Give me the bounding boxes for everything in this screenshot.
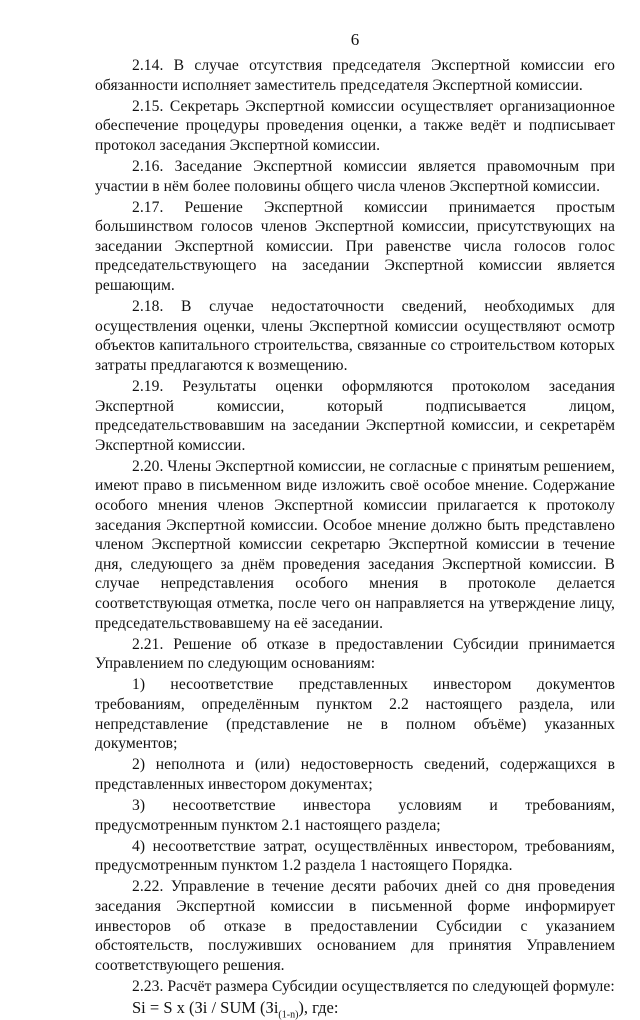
subsidy-formula	[95, 998, 615, 1018]
paragraph-2-14: 2.14. В случае отсутствия председателя Экспертной комиссии его обязанности исполняет заместитель председателя Экспертной комиссии.	[95, 57, 615, 94]
list-item-4: 4) несоответствие затрат, осуществлённых инвестором, требованиям, предусмотренным пунктом 1.2 раздела 1 настоящего Порядка.	[95, 837, 615, 875]
list-item-3: 3) несоответствие инвестора условиям и требованиям, предусмотренным пунктом 2.1 настоящего раздела;	[95, 796, 615, 834]
paragraph-2-23: 2.23. Расчёт размера Субсидии осуществляется по следующей формуле:	[132, 977, 615, 995]
paragraph-2-15: 2.15. Секретарь Экспертной комиссии осуществляет организационное обеспечение процедуры проведения оценки, а также ведёт и подписывает протокол заседания Экспертной комиссии.	[95, 97, 615, 154]
list-item-2: 2) неполнота и (или) недостоверность сведений, содержащихся в представленных инвестором документах;	[95, 756, 615, 793]
paragraph-2-19: 2.19. Результаты оценки оформляются протоколом заседания Экспертной комиссии, который подписывается лицом, председательствовавшим на заседании Экспертной комиссии, и секретарём Экспертной комиссии.	[95, 378, 615, 454]
formula-subscript: (1-n)	[278, 1009, 299, 1020]
paragraph-2-21: 2.21. Решение об отказе в предоставлении Субсидии принимается Управлением по следующим основаниям:	[95, 635, 615, 673]
paragraph-2-18: 2.18. В случае недостаточности сведений, необходимых для осуществления оценки, члены Экспертной комиссии осуществляют осмотр объектов капитального строительства, связанные со строительством которых затраты предлагаются к возмещению.	[95, 298, 615, 374]
paragraph-2-20: 2.20. Члены Экспертной комиссии, не согласные с принятым решением, имеют право в письменном виде изложить своё особое мнение. Содержание особого мнения членов Экспертной комиссии прилагается к протоколу заседания Экспертной комиссии. Особое мнение должно быть представлено членом Экспертной комиссии секретарю Экспертной комиссии в течение дня, следующего за днём проведения заседания Экспертной комиссии. В случае непредставления особого мнения в протоколе делается соответствующая отметка, после чего он направляется на утверждение лицу, председательствовавшему на её заседании.	[95, 457, 615, 632]
list-item-1: 1) несоответствие представленных инвестором документов требованиям, определённым пунктом 2.2 настоящего раздела, или непредставление (представление не в полном объёме) указанных документов;	[95, 676, 615, 753]
formula-tail: ), где:	[298, 997, 339, 1017]
formula-main: Si = S x (Зi / SUM (Зi	[132, 997, 279, 1017]
paragraph-2-16: 2.16. Заседание Экспертной комиссии является правомочным при участии в нём более половины общего числа членов Экспертной комиссии.	[95, 157, 615, 195]
page-number: 6	[350, 30, 360, 49]
paragraph-2-17: 2.17. Решение Экспертной комиссии принимается простым большинством голосов членов Экспертной комиссии, присутствующих на заседании Экспертной комиссии. При равенстве числа голосов голос председательствующего на заседании Экспертной комиссии является решающим.	[95, 198, 615, 295]
document-page	[95, 30, 615, 1018]
paragraph-2-22: 2.22. Управление в течение десяти рабочих дней со дня проведения заседания Экспертной комиссии в письменной форме информирует инвесторов об отказе в предоставлении Субсидии с указанием обстоятельств, послуживших основанием для принятия Управлением соответствующего решения.	[95, 878, 615, 974]
